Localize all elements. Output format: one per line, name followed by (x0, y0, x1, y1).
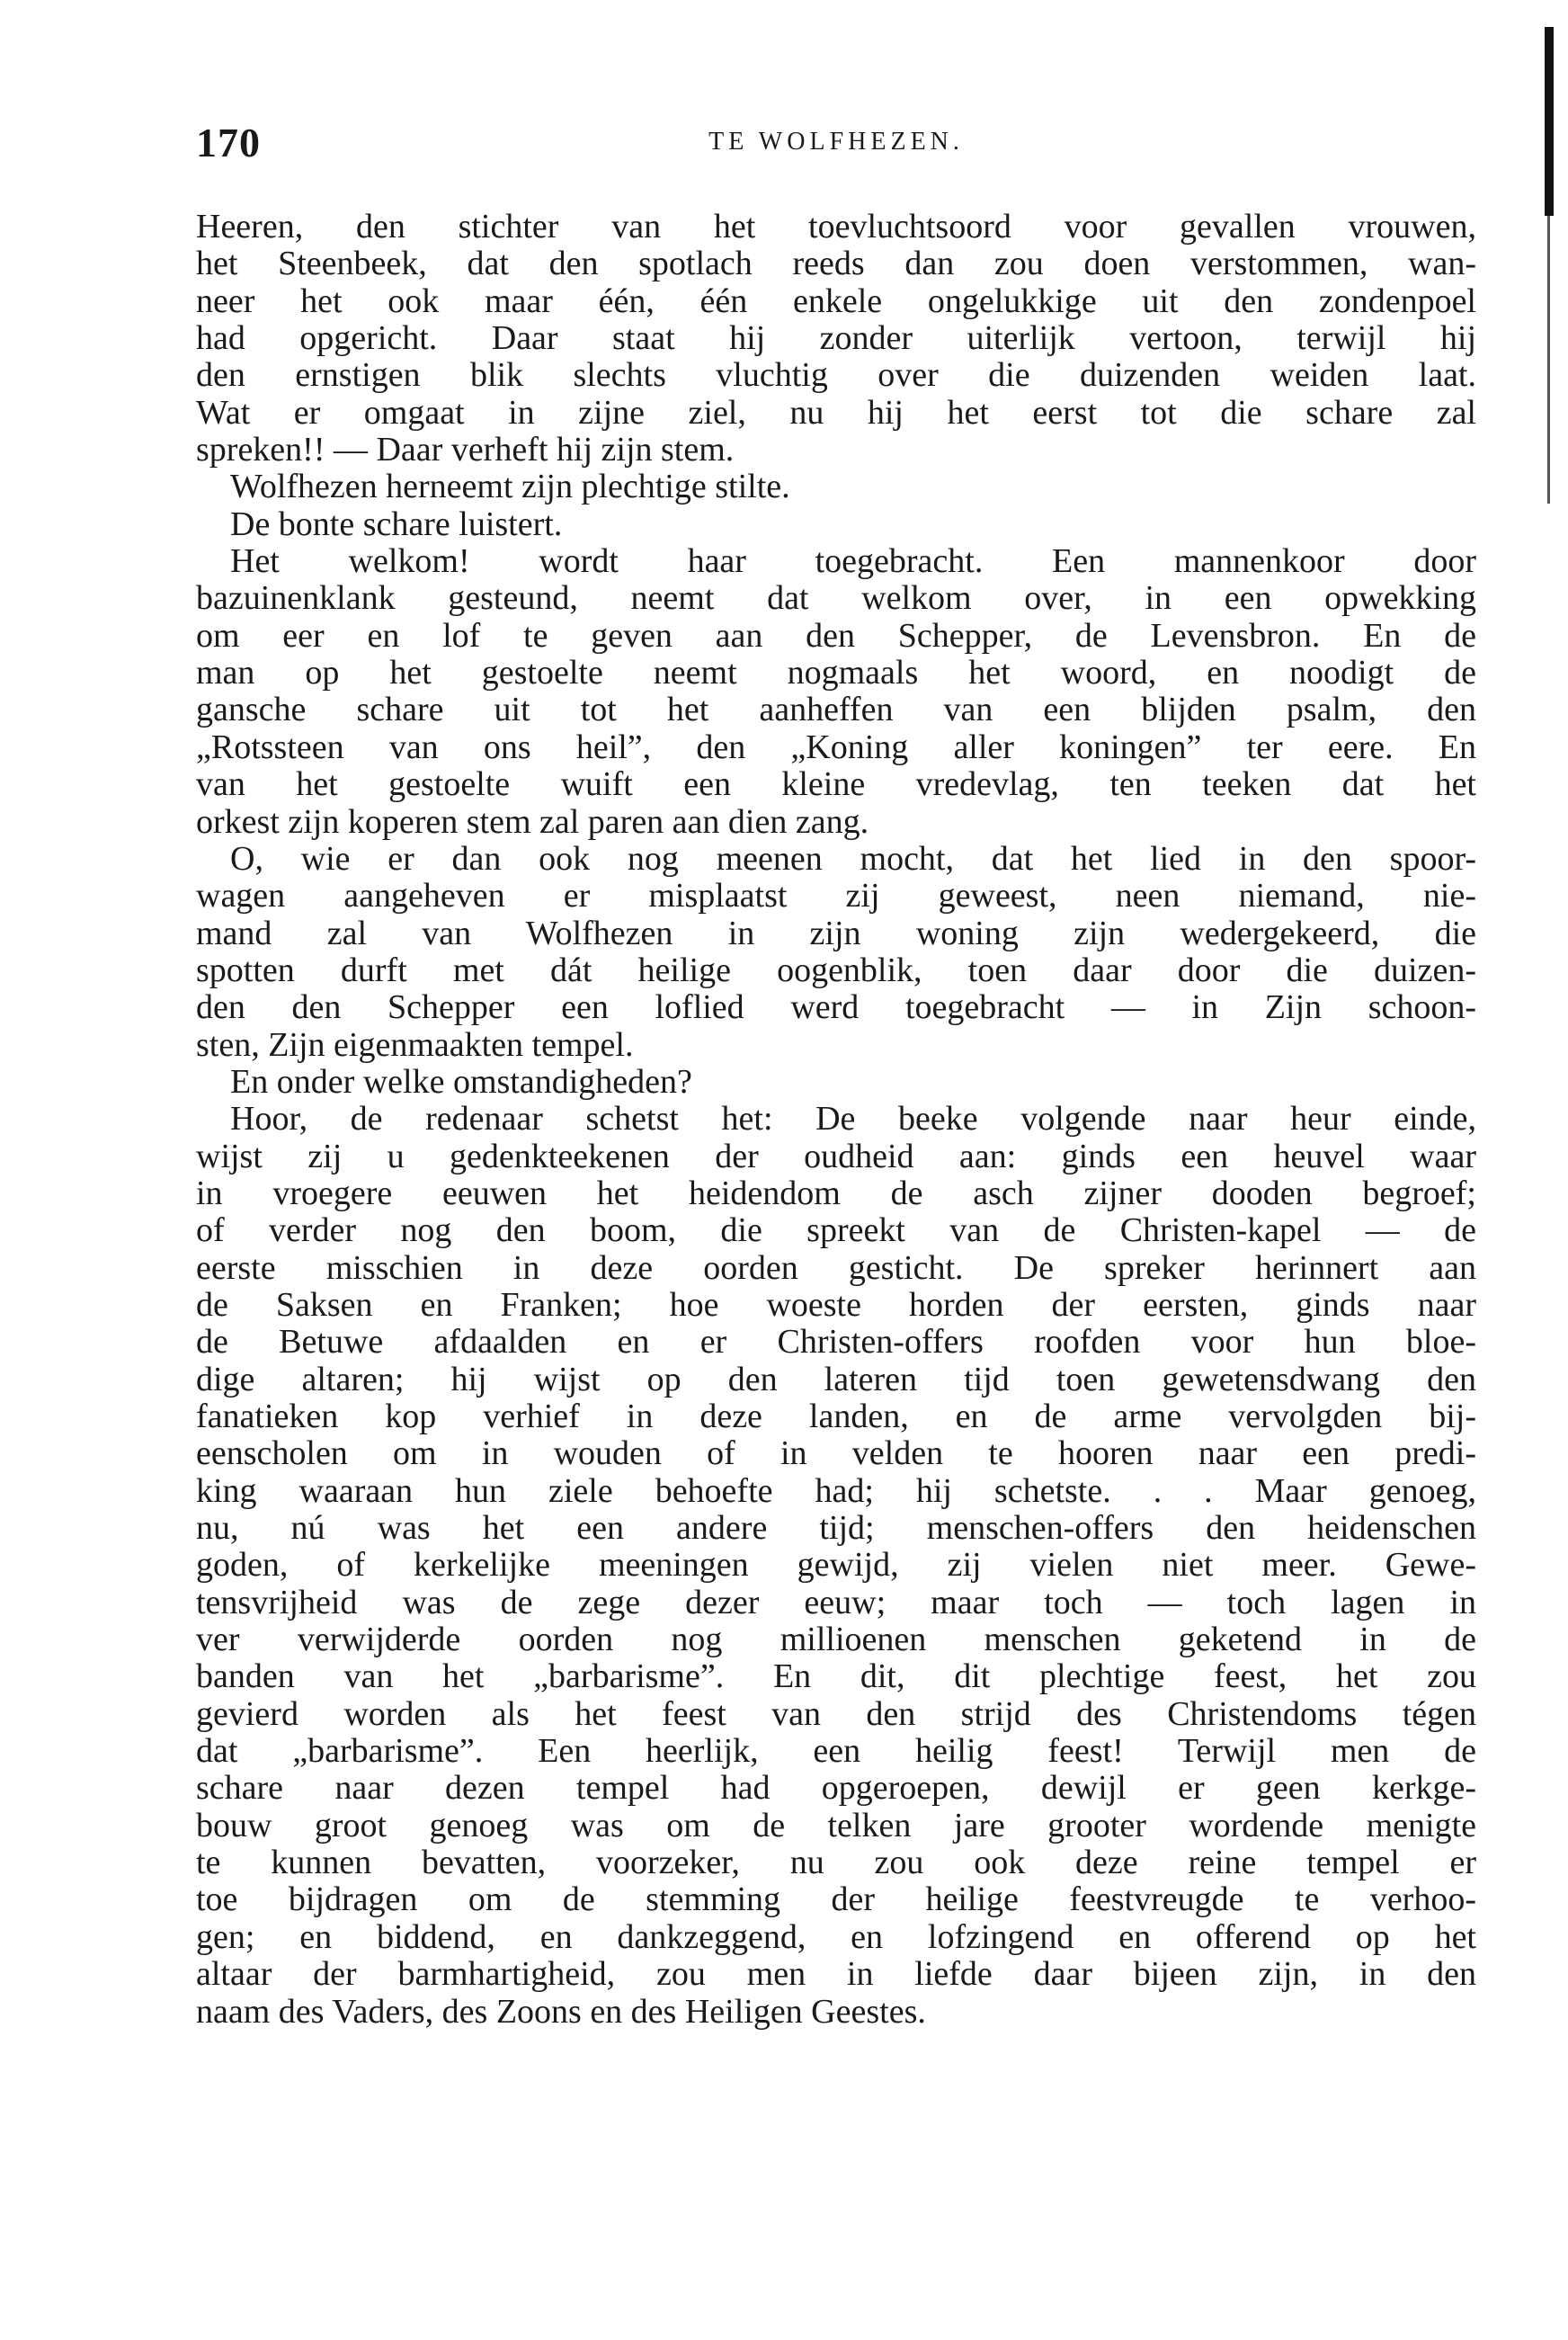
page-header (196, 119, 1476, 164)
text-line: spotten durft met dát heilige oogenblik, toen daar door die duizen- (196, 951, 1476, 989)
text-line: O, wie er dan ook nog meenen mocht, dat het lied in den spoor- (230, 840, 1476, 878)
text-line: het Steenbeek, dat den spotlach reeds dan zou doen verstommen, wan- (196, 246, 1476, 283)
text-line: En onder welke omstandigheden? (230, 1063, 692, 1101)
text-line: had opgericht. Daar staat hij zonder uiterlijk vertoon, terwijl hij (196, 320, 1476, 358)
text-line: fanatieken kop verhief in deze landen, en de arme vervolgden bij- (196, 1398, 1476, 1435)
text-line: eenscholen om in wouden of in velden te hooren naar een predi- (196, 1435, 1476, 1473)
text-line: naam des Vaders, des Zoons en des Heiligen Geestes. (196, 1993, 926, 2031)
text-line: eerste misschien in deze oorden gesticht. De spreker herinnert aan (196, 1249, 1476, 1287)
text-line: Heeren, den stichter van het toevluchtsoord voor gevallen vrouwen, (196, 209, 1476, 246)
text-line: bouw groot genoeg was om de telken jare grooter wordende menigte (196, 1807, 1476, 1844)
running-title: TE WOLFHEZEN. (708, 128, 964, 156)
text-line: spreken!! — Daar verheft hij zijn stem. (196, 432, 735, 469)
text-line: in vroegere eeuwen het heidendom de asch zijner dooden begroef; (196, 1174, 1476, 1212)
text-line: den ernstigen blik slechts vluchtig over die duizenden weiden laat. (196, 357, 1476, 395)
text-line: schare naar dezen tempel had opgeroepen, dewijl er geen kerkge- (196, 1770, 1476, 1808)
page-edge-mark-thin (1547, 216, 1550, 504)
text-line: Wolfhezen herneemt zijn plechtige stilte. (230, 469, 790, 506)
text-line: de Betuwe afdaalden en er Christen-offers roofden voor hun bloe- (196, 1324, 1476, 1362)
page-number: 170 (196, 120, 261, 165)
text-line: wagen aangeheven er misplaatst zij geweest, neen niemand, nie- (196, 878, 1476, 915)
text-line: orkest zijn koperen stem zal paren aan dien zang. (196, 803, 869, 841)
text-line: dat „barbarisme”. Een heerlijk, een heilig feest! Terwijl men de (196, 1733, 1476, 1771)
page-edge-mark (1545, 27, 1554, 216)
text-line: gansche schare uit tot het aanheffen van een blijden psalm, den (196, 692, 1476, 729)
text-line: gevierd worden als het feest van den strijd des Christendoms tégen (196, 1695, 1476, 1733)
text-line: tensvrijheid was de zege dezer eeuw; maar toch — toch lagen in (196, 1584, 1476, 1621)
text-line: gen; en biddend, en dankzeggend, en lofzingend en offerend op het (196, 1918, 1476, 1956)
text-line: mand zal van Wolfhezen in zijn woning zijn wedergekeerd, die (196, 915, 1476, 952)
text-line: De bonte schare luistert. (230, 505, 563, 543)
text-line: bazuinenklank gesteund, neemt dat welkom over, in een opwekking (196, 580, 1476, 618)
text-line: nu, nú was het een andere tijd; menschen-offers den heidenschen (196, 1510, 1476, 1548)
text-line: king waaraan hun ziele behoefte had; hij schetste. . . Maar genoeg, (196, 1472, 1476, 1510)
text-line: goden, of kerkelijke meeningen gewijd, zij vielen niet meer. Gewe- (196, 1547, 1476, 1585)
text-line: om eer en lof te geven aan den Schepper, de Levensbron. En de (196, 617, 1476, 655)
text-line: Het welkom! wordt haar toegebracht. Een mannenkoor door (230, 543, 1476, 581)
text-line: ver verwijderde oorden nog millioenen menschen geketend in de (196, 1621, 1476, 1659)
text-line: van het gestoelte wuift een kleine vredevlag, ten teeken dat het (196, 766, 1476, 804)
text-line: of verder nog den boom, die spreekt van de Christen-kapel — de (196, 1212, 1476, 1250)
text-line: toe bijdragen om de stemming der heilige feestvreugde te verhoo- (196, 1881, 1476, 1919)
text-line: Hoor, de redenaar schetst het: De beeke volgende naar heur einde, (230, 1101, 1476, 1139)
text-line: wijst zij u gedenkteekenen der oudheid aan: ginds een heuvel waar (196, 1138, 1476, 1175)
text-line: de Saksen en Franken; hoe woeste horden der eersten, ginds naar (196, 1286, 1476, 1324)
text-line: te kunnen bevatten, voorzeker, nu zou ook deze reine tempel er (196, 1844, 1476, 1882)
text-line: Wat er omgaat in zijne ziel, nu hij het eerst tot die schare zal (196, 394, 1476, 432)
text-line: man op het gestoelte neemt nogmaals het woord, en noodigt de (196, 655, 1476, 692)
text-line: den den Schepper een loflied werd toegebracht — in Zijn schoon- (196, 989, 1476, 1027)
body-text (196, 209, 1476, 2031)
text-line: dige altaren; hij wijst op den lateren tijd toen gewetensdwang den (196, 1361, 1476, 1398)
text-line: banden van het „barbarisme”. En dit, dit plechtige feest, het zou (196, 1658, 1476, 1696)
text-line: neer het ook maar één, één enkele ongelukkige uit den zondenpoel (196, 282, 1476, 320)
text-line: sten, Zijn eigenmaakten tempel. (196, 1026, 634, 1064)
text-line: altaar der barmhartigheid, zou men in liefde daar bijeen zijn, in den (196, 1956, 1476, 1994)
text-line: „Rotssteen van ons heil”, den „Koning aller koningen” ter eere. En (196, 728, 1476, 766)
